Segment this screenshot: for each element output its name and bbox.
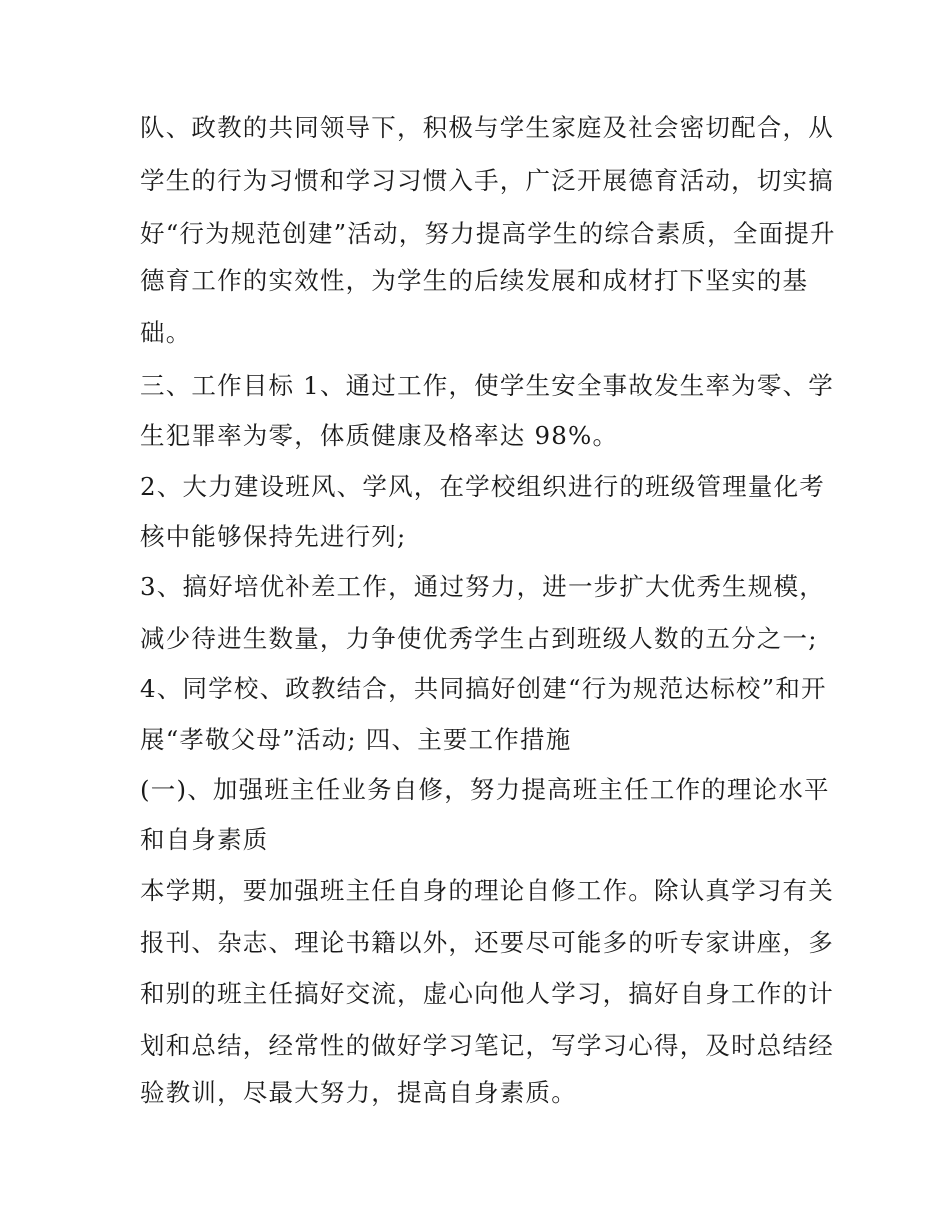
text-line: 验教训，尽最大努力，提高自身素质。	[140, 1078, 577, 1107]
text-line: 2、大力建设班风、学风，在学校组织进行的班级管理量化考	[140, 472, 825, 501]
text-line: 本学期，要加强班主任自身的理论自修工作。除认真学习有关	[140, 876, 834, 905]
text-line: (一)、加强班主任业务自修，努力提高班主任工作的理论水平	[140, 775, 830, 804]
text-line: 和别的班主任搞好交流，虚心向他人学习，搞好自身工作的计	[140, 979, 834, 1008]
text-line: 础。	[140, 318, 192, 347]
text-line: 队、政教的共同领导下，积极与学生家庭及社会密切配合，从	[140, 113, 834, 142]
text-line: 核中能够保持先进行列;	[140, 522, 407, 551]
text-line: 减少待进生数量，力争使优秀学生占到班级人数的五分之一;	[140, 624, 818, 653]
text-line: 3、搞好培优补差工作，通过努力，进一步扩大优秀生规模，	[140, 572, 825, 601]
text-line: 三、工作目标 1、通过工作，使学生安全事故发生率为零、学	[140, 371, 834, 400]
text-line: 德育工作的实效性，为学生的后续发展和成材打下坚实的基	[140, 266, 809, 295]
text-line: 学生的行为习惯和学习习惯入手，广泛开展德育活动，切实搞	[140, 166, 834, 195]
text-line: 和自身素质	[140, 825, 269, 854]
text-line: 好“行为规范创建”活动，努力提高学生的综合素质，全面提升	[140, 219, 836, 248]
text-line: 报刊、杂志、理论书籍以外，还要尽可能多的听专家讲座，多	[140, 928, 834, 957]
text-line: 4、同学校、政教结合，共同搞好创建“行为规范达标校”和开	[140, 674, 827, 703]
text-line: 展“孝敬父母”活动; 四、主要工作措施	[140, 725, 572, 754]
text-line: 生犯罪率为零，体质健康及格率达 98%。	[140, 421, 619, 450]
text-line: 划和总结，经常性的做好学习笔记，写学习心得，及时总结经	[140, 1031, 834, 1060]
